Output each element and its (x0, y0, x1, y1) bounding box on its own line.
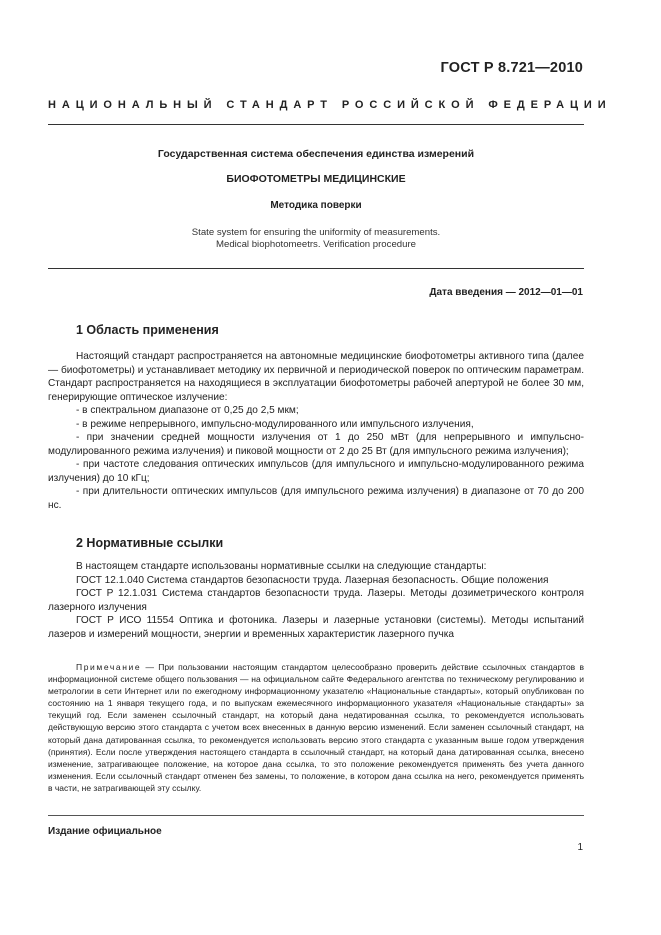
note-text: — При пользовании настоящим стандартом целесообразно проверить действие ссылочных стандартов в информационной системе общего пользования — на официальном сайте Федерального агентства по техническому регулированию и метрологии в сети Интернет или по ежегодному информационному указателю «Национальные стандарты», который опубликован по состоянию на 1 января текущего года, и по выпускам ежемесячного информационного указателя «Национальные стандарты» за текущий год. Если заменен ссылочный стандарт, на который дана недатированная ссылка, то рекомендуется использовать действующую версию этого стандарта с учетом всех внесенных в данную версию изменений. Если заменен ссылочный стандарт, на который дана датированная ссылка, то рекомендуется использовать версию этого стандарта с указанным выше годом утверждения (принятия). Если после утверждения настоящего стандарта в ссылочный стандарт, на который дана датированная ссылка, внесено изменение, затрагивающее положение, на которое дана ссылка, то это положение рекомендуется применять без учета данного изменения. Если ссылочный стандарт отменен без замены, то положение, в котором дана ссылка на него, рекомендуется применять в части, не затрагивающей эту ссылку. (48, 662, 584, 793)
list-item: - в режиме непрерывного, импульсно-модулированного или импульсного излучения, (76, 418, 474, 430)
standard-number: ГОСТ Р 8.721—2010 (440, 60, 583, 76)
reference-item: ГОСТ Р ИСО 11554 Оптика и фотоника. Лазеры и лазерные установки (системы). Методы испытаний лазеров и измерений мощности, энергии и временных характеристик лазерного пучка (48, 615, 584, 640)
footer-divider (48, 815, 584, 816)
document-title: БИОФОТОМЕТРЫ МЕДИЦИНСКИЕ (226, 173, 406, 185)
reference-item: ГОСТ Р 12.1.031 Система стандартов безопасности труда. Лазеры. Методы дозиметрического контроля лазерного излучения (48, 588, 584, 613)
system-title: Государственная система обеспечения единства измерений (157, 148, 475, 160)
national-standard-title: НАЦИОНАЛЬНЫЙ СТАНДАРТ РОССИЙСКОЙ ФЕДЕРАЦИИ (48, 99, 612, 111)
list-item: - при частоте следования оптических импульсов (для импульсного и импульсно-модулированного режима излучения) до 10 кГц; (48, 459, 584, 484)
list-item: - при длительности оптических импульсов (для импульсного режима излучения) в диапазоне от 70 до 200 нс. (48, 486, 584, 511)
english-title-line-2: Medical biophotomeetrs. Verification procedure (216, 239, 416, 250)
section-scope-body (48, 350, 584, 512)
note-block (48, 661, 584, 794)
reference-item: ГОСТ 12.1.040 Система стандартов безопасности труда. Лазерная безопасность. Общие положения (76, 574, 549, 586)
header-divider (48, 124, 584, 125)
list-item: - при значении средней мощности излучения от 1 до 250 мВт (для непрерывного и импульсно-модулированного режима излучения) и пиковой мощности от 2 до 25 Вт (для импульсного режима излучения); (48, 432, 584, 457)
title-divider (48, 268, 584, 269)
paragraph: Настоящий стандарт распространяется на автономные медицинские биофотометры активного типа (далее — биофотометры) и устанавливает методику их первичной и периодической поверок по оптическим параметрам. Стандарт распространяется на находящиеся в эксплуатации биофотометры рабочей апертурой не более 30 мм, генерирующие оптическое излучение: (48, 351, 584, 403)
list-item: - в спектральном диапазоне от 0,25 до 2,5 мкм; (76, 405, 299, 416)
section-heading-references: 2 Нормативные ссылки (76, 536, 224, 550)
section-references-body (48, 560, 584, 641)
english-title-line-1: State system for ensuring the uniformity of measurements. (191, 227, 441, 238)
introduction-date: Дата введения — 2012—01—01 (429, 287, 583, 298)
edition-label: Издание официальное (48, 826, 162, 837)
page-number: 1 (577, 842, 583, 853)
section-heading-scope: 1 Область применения (76, 323, 219, 337)
note-label: Примечание (76, 662, 142, 672)
paragraph: В настоящем стандарте использованы нормативные ссылки на следующие стандарты: (76, 561, 487, 572)
document-subtitle: Методика поверки (270, 200, 362, 211)
